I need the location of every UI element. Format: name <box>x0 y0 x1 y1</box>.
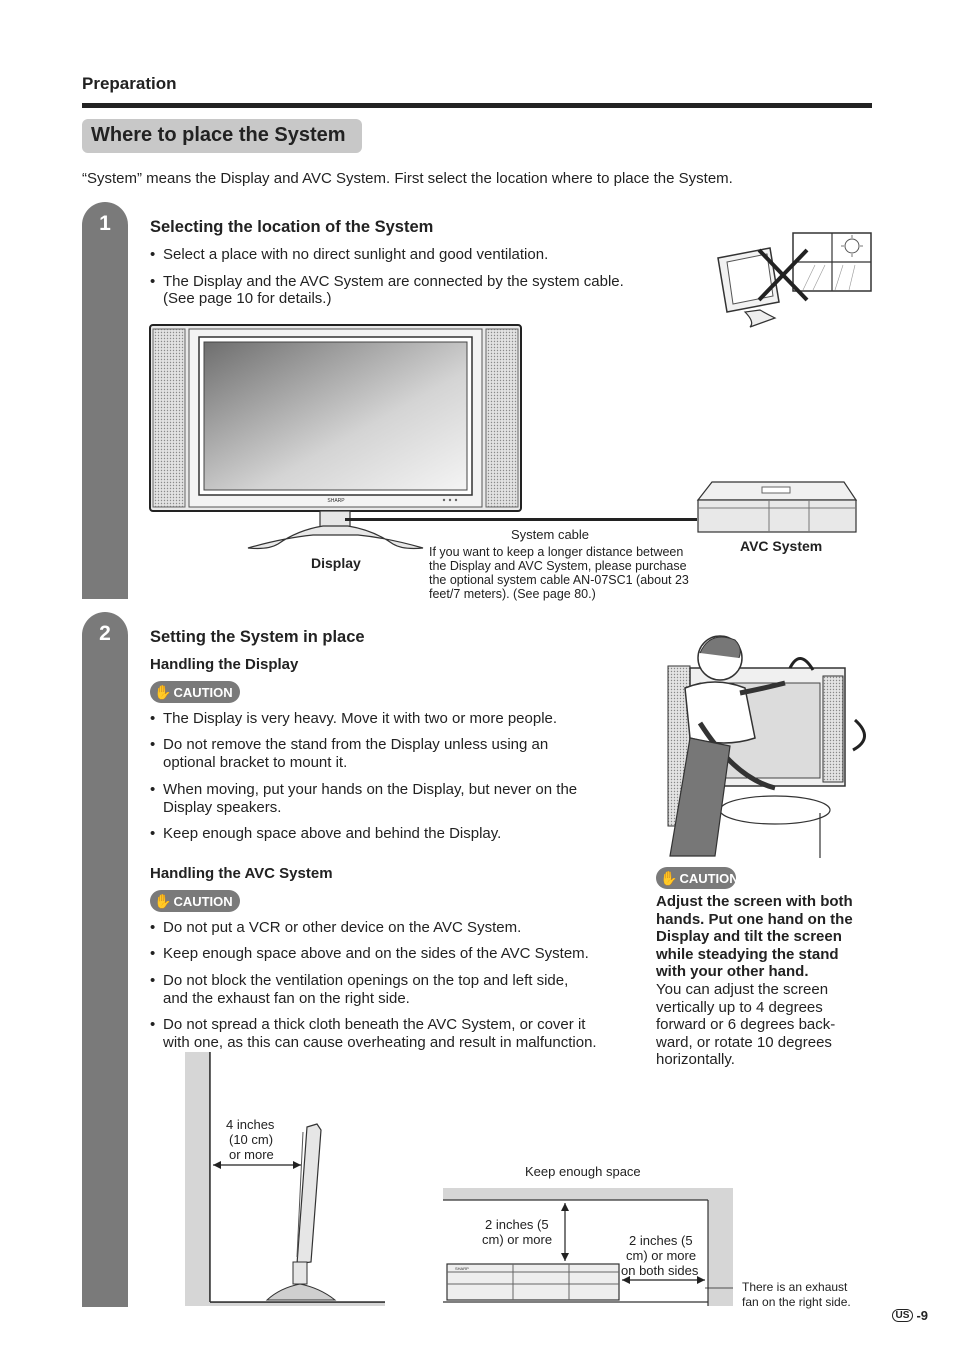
person-adjusting-display-illustration <box>655 628 875 860</box>
bullet-dot: • <box>150 825 156 842</box>
keep-space-label: Keep enough space <box>525 1164 641 1179</box>
section-label: Preparation <box>82 74 177 93</box>
brand-logo: SHARP <box>455 1266 469 1271</box>
header-rule <box>82 103 872 108</box>
side-caution-bold-2: hands. Put one hand on the <box>656 911 853 928</box>
intro-text: “System” means the Display and AVC System. First select the location where to place the System. <box>82 170 733 187</box>
display-bullet-4 <box>150 825 640 843</box>
bullet-text: (See page 10 for details.) <box>163 290 332 307</box>
bullet-text: Display speakers. <box>163 799 282 816</box>
cable-note-line-2: the Display and AVC System, please purchase <box>429 559 687 573</box>
system-cable-line <box>345 518 697 521</box>
above-clearance-line-2: cm) or more <box>482 1232 553 1247</box>
caution-badge-display <box>150 681 240 703</box>
side-caution-text-5: horizontally. <box>656 1051 735 1068</box>
display-bullet-3 <box>150 781 640 817</box>
exhaust-note-line-1: There is an exhaust <box>742 1280 848 1294</box>
bullet-text: Do not remove the stand from the Display unless using an <box>163 736 549 753</box>
step2-number: 2 <box>99 622 111 645</box>
display-bullet-2 <box>150 736 640 772</box>
bullet-dot: • <box>150 972 156 989</box>
display-side-view-illustration <box>185 1052 385 1306</box>
bullet-dot: • <box>150 736 156 753</box>
bullet-dot: • <box>150 781 156 798</box>
display-handling-heading: Handling the Display <box>150 656 299 673</box>
bullet-text: Select a place with no direct sunlight and good ventilation. <box>163 246 549 263</box>
bullet-dot: • <box>150 710 156 727</box>
step1-bullet-2 <box>150 273 710 309</box>
caution-badge-side <box>656 867 739 889</box>
bullet-text: The Display is very heavy. Move it with two or more people. <box>163 710 558 727</box>
bullet-dot: • <box>150 945 156 962</box>
region-badge: US <box>892 1309 914 1322</box>
caution-badge-avc <box>150 890 240 912</box>
side-clearance-line-2: cm) or more <box>626 1248 697 1263</box>
cable-label: System cable <box>511 527 590 542</box>
step2-bar <box>82 612 128 1307</box>
side-caution-text-1: You can adjust the screen <box>656 981 829 998</box>
exhaust-note-line-2: fan on the right side. <box>742 1295 851 1309</box>
step1-bar <box>82 202 128 599</box>
bullet-text: Do not spread a thick cloth beneath the AVC System, or cover it <box>163 1016 586 1033</box>
display-bullet-1 <box>150 710 640 728</box>
hand-caution-icon: ✋ <box>660 869 678 886</box>
side-caution-bold-3: Display and tilt the screen <box>656 928 842 945</box>
avc-bullet-3 <box>150 972 640 1008</box>
side-caution-bold-5: with your other hand. <box>656 963 809 980</box>
bullet-text: When moving, put your hands on the Display, but never on the <box>163 781 578 798</box>
side-caution-text-4: ward, or rotate 10 degrees <box>656 1034 832 1051</box>
avc-bullet-2 <box>150 945 640 963</box>
step2-heading: Setting the System in place <box>150 628 365 646</box>
bullet-dot: • <box>150 1016 156 1033</box>
side-clearance-line-1: 2 inches (5 <box>629 1233 693 1248</box>
step1-bullet-1 <box>150 246 710 264</box>
behind-clearance-line-2: (10 cm) <box>229 1132 274 1147</box>
bullet-text: The Display and the AVC System are connected by the system cable. <box>163 273 624 290</box>
bullet-text: and the exhaust fan on the right side. <box>163 990 410 1007</box>
avc-bullet-4 <box>150 1016 640 1052</box>
step1-number: 1 <box>99 212 111 235</box>
bullet-dot: • <box>150 919 156 936</box>
avc-label: AVC System <box>740 538 823 554</box>
side-caution-bold-1: Adjust the screen with both <box>656 893 853 910</box>
caution-label: CAUTION <box>173 684 233 700</box>
side-caution-bold-4: while steadying the stand <box>656 946 839 963</box>
bullet-text: with one, as this can cause overheating and result in malfunction. <box>163 1034 597 1051</box>
page-number <box>892 1308 928 1323</box>
page-number-text: -9 <box>916 1308 928 1323</box>
bullet-text: Do not block the ventilation openings on the top and left side, <box>163 972 569 989</box>
above-clearance-line-1: 2 inches (5 <box>485 1217 549 1232</box>
avc-bullet-1 <box>150 919 640 937</box>
bullet-text: optional bracket to mount it. <box>163 754 348 771</box>
hand-caution-icon: ✋ <box>154 683 172 700</box>
bullet-dot: • <box>150 246 156 263</box>
bullet-text: Keep enough space above and on the sides of the AVC System. <box>163 945 589 962</box>
bullet-text: Keep enough space above and behind the Display. <box>163 825 502 842</box>
step1-heading: Selecting the location of the System <box>150 218 434 236</box>
bullet-dot: • <box>150 273 156 290</box>
side-caution-text-2: vertically up to 4 degrees <box>656 999 823 1016</box>
behind-clearance-line-3: or more <box>229 1147 274 1162</box>
avc-handling-heading: Handling the AVC System <box>150 865 333 882</box>
page-title: Where to place the System <box>91 124 346 146</box>
hand-caution-icon: ✋ <box>154 892 172 909</box>
cable-note-line-1: If you want to keep a longer distance between <box>429 545 684 559</box>
bullet-text: Do not put a VCR or other device on the AVC System. <box>163 919 522 936</box>
display-label: Display <box>311 555 361 571</box>
avc-system-illustration <box>694 478 859 536</box>
brand-logo: SHARP <box>327 498 345 504</box>
caution-label: CAUTION <box>173 893 233 909</box>
caution-label: CAUTION <box>679 870 739 886</box>
side-clearance-line-3: on both sides <box>621 1263 699 1278</box>
behind-clearance-line-1: 4 inches <box>226 1117 275 1132</box>
no-sunlight-illustration <box>715 230 875 330</box>
cable-note-line-4: feet/7 meters). (See page 80.) <box>429 587 596 601</box>
cable-note-line-3: the optional system cable AN-07SC1 (about 23 <box>429 573 689 587</box>
side-caution-text-3: forward or 6 degrees back- <box>656 1016 836 1033</box>
